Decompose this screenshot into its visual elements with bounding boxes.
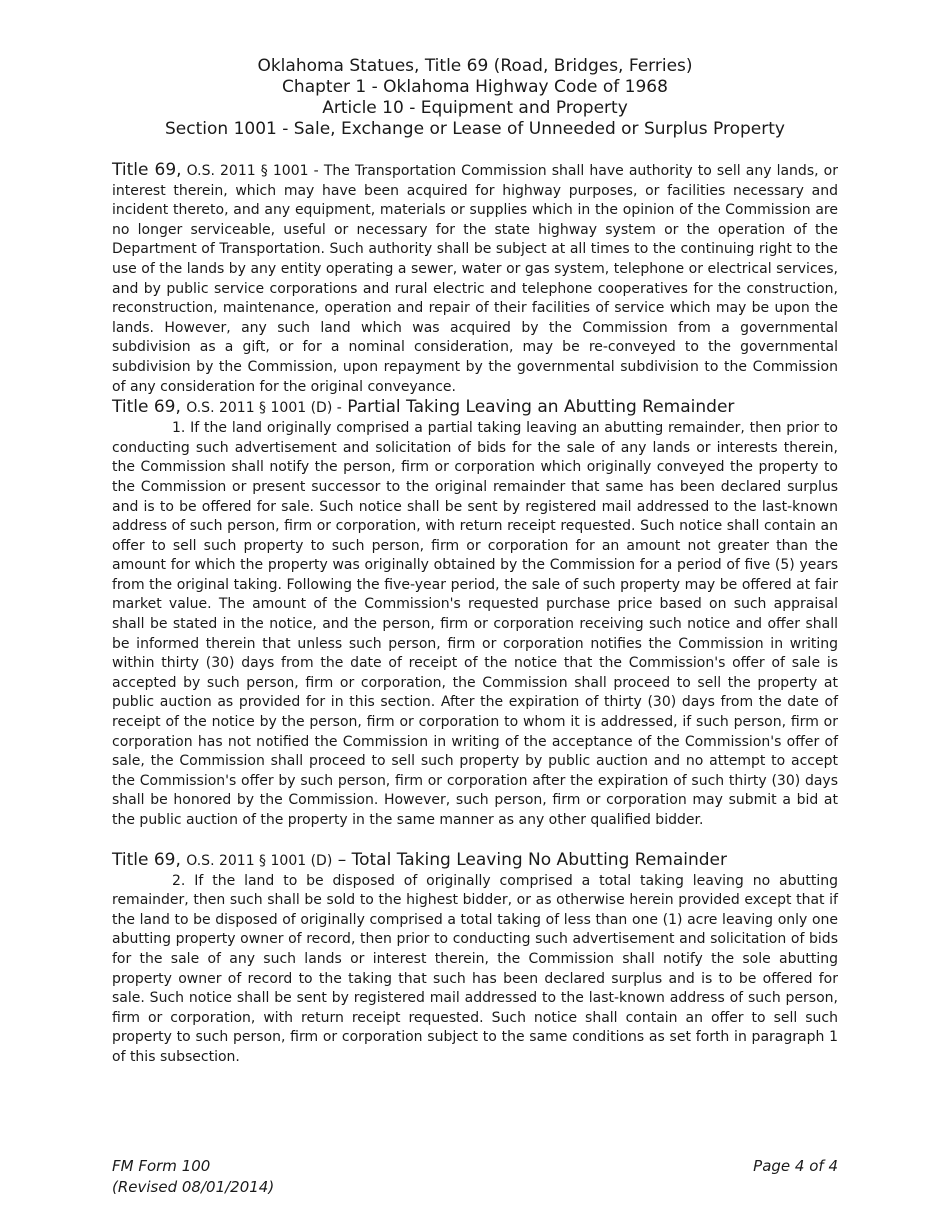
section-1001-body: The Transportation Commission shall have authority to sell any lands, or interest therein, which may have been acquired for highway purposes, or facilities necessary and incident thereto, and any equipment, materials or supplies which in the opinion of the Commission are no longer serviceable, useful or necessary for the state highway system or the operation of the Department of Transportation. Such authority shall be subject at all times to the continuing right to the use of the lands by any entity operating a sewer, water or gas system, telephone or electrical services, and by public service corporations and rural electric and telephone cooperatives for the construction, reconstruction, maintenance, operation and repair of their facilities of service which may be upon the lands. However, any such land which was acquired by the Commission from a governmental subdivision as a gift, or for a nominal consideration, may be re-conveyed to the governmental subdivision by the Commission, upon repayment by the governmental subdivision to the Commission of any consideration for the original conveyance. xyxy=(112,163,839,395)
section-1001d-partial-body: 1. If the land originally comprised a partial taking leaving an abutting remainder, then prior to conducting such advertisement and solicitation of bids for the sale of any lands or interests therein, the Commission shall notify the person, firm or corporation which originally conveyed the property to the Commission or present successor to the original remainder that same has been declared surplus and is to be offered for sale. Such notice shall be sent by registered mail addressed to the last-known address of such person, firm or corporation, with return receipt requested. Such notice shall contain an offer to sell such property to such person, firm or corporation for an amount not greater than the amount for which the property was originally obtained by the Commission for a period of five (5) years from the original taking. Following the five-year period, the sale of such property may be offered at fair market value. The amount of the Commission's requested purchase price based on such appraisal shall be stated in the notice, and the person, firm or corporation receiving such notice and offer shall be informed therein that unless such person, firm or corporation notifies the Commission in writing within thirty (30) days from the date of receipt of the notice that the Commission's offer of sale is accepted by such person, firm or corporation, the Commission shall proceed to sell the property at public auction as provided for in this section. After the expiration of thirty (30) days from the date of receipt of the notice by the person, firm or corporation to whom it is addressed, if such person, firm or corporation has not notified the Commission in writing of the acceptance of the Commission's offer of sale, the Commission shall proceed to sell such property by public auction and no attempt to accept the Commission's offer by such person, firm or corporation after the expiration of such thirty (30) days shall be honored by the Commission. However, such person, firm or corporation may submit a bid at the public auction of the property in the same manner as any other qualified bidder. xyxy=(112,420,838,828)
footer-form-number: FM Form 100 xyxy=(112,1157,211,1175)
section-1001d-total-body: 2. If the land to be disposed of originally comprised a total taking leaving no abutting remainder, then such shall be sold to the highest bidder, or as otherwise herein provided except that if the land to be disposed of originally comprised a total taking of less than one (1) acre leaving only one abutting property owner of record, then prior to conducting such advertisement and solicitation of bids for the sale of any such lands or interest therein, the Commission shall notify the sole abutting property owner of record to the taking that such has been declared surplus and is to be offered for sale. Such notice shall be sent by registered mail addressed to the last-known address of such person, firm or corporation, with return receipt requested. Such notice shall contain an offer to sell such property to such person, firm or corporation subject to the same conditions as set forth in paragraph 1 of this subsection. xyxy=(112,872,838,1065)
heading-article: Article 10 - Equipment and Property xyxy=(322,98,628,118)
heading-section: Section 1001 - Sale, Exchange or Lease of Unneeded or Surplus Property xyxy=(165,119,785,139)
section-1001d-total-title-big: Title 69, xyxy=(112,849,181,870)
section-1001d-total-title-small: O.S. 2011 § 1001 (D) xyxy=(186,852,333,869)
section-1001d-partial-title-rest: Partial Taking Leaving an Abutting Remainder xyxy=(341,397,735,418)
footer-page-number: Page 4 of 4 xyxy=(753,1157,838,1175)
heading-chapter: Chapter 1 - Oklahoma Highway Code of 1968 xyxy=(282,77,668,97)
section-1001d-partial-title-small: O.S. 2011 § 1001 (D) - xyxy=(186,400,342,417)
section-1001-paragraph xyxy=(112,161,838,397)
section-1001-title-big: Title 69, xyxy=(112,160,182,180)
section-1001d-total-title xyxy=(112,850,838,872)
document-heading xyxy=(112,56,838,140)
heading-statute: Oklahoma Statues, Title 69 (Road, Bridges, Ferries) xyxy=(257,56,693,76)
document-page xyxy=(112,56,838,1068)
section-1001d-total-title-rest: – Total Taking Leaving No Abutting Remainder xyxy=(332,849,727,870)
section-1001d-total xyxy=(112,850,838,1068)
footer-form-info xyxy=(112,1156,274,1198)
section-1001d-partial-title-big: Title 69, xyxy=(112,397,181,418)
section-1001-title-small: O.S. 2011 § 1001 - xyxy=(186,163,319,179)
section-1001d-partial xyxy=(112,397,838,830)
section-1001d-partial-title xyxy=(112,397,838,419)
footer-revised-date: (Revised 08/01/2014) xyxy=(112,1178,275,1196)
